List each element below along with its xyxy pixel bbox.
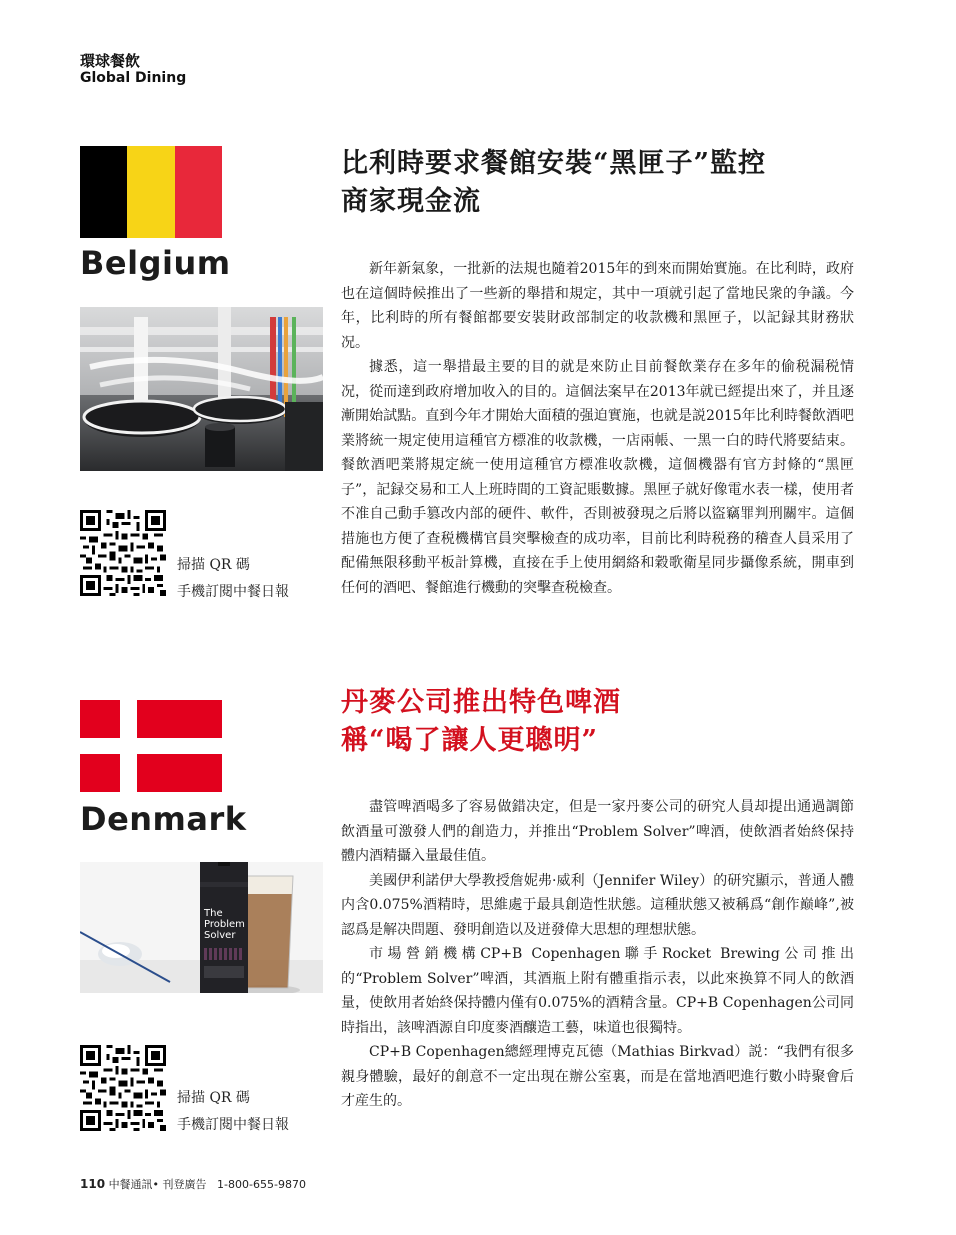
paragraph: 美國伊利諾伊大學教授詹妮弗·威利（Jennifer Wiley）的研究顯示，普通人體内含0.075%酒精時，思維處于最具創造性狀態。這種狀態又被稱爲“創作巅峰”,被認爲是解决問題、發明創造以及迸發偉大思想的理想狀態。 [341, 872, 854, 938]
paragraph: 新年新氣象，一批新的法規也隨着2015年的到來而開始實施。在比利時，政府也在這個時候推出了一些新的舉措和規定，其中一項就引起了當地民衆的争議。今年，比利時的所有餐館都要安裝財政部制定的收款機和黑匣子，以記録其財務狀况。 [341, 261, 854, 351]
publication-name: 中餐通訊• 刊登廣告 [108, 1178, 207, 1191]
bottle-label-line: The [204, 908, 223, 919]
headline-denmark [341, 684, 621, 760]
belgium-flag [80, 146, 222, 238]
headline-line: 商家現金流 [341, 186, 481, 217]
headline-line: 稱“喝了讓人更聰明” [341, 725, 599, 756]
section-title-en: Global Dining [80, 70, 187, 86]
qr-caption-line: 手機訂閱中餐日報 [177, 1117, 289, 1133]
bottle-label-line: Problem [204, 919, 245, 930]
bottle-label-line: Solver [204, 930, 236, 941]
headline-line: 比利時要求餐館安裝“黑匣子”監控 [341, 148, 767, 179]
article-body-denmark [341, 795, 854, 1114]
denmark-flag [80, 700, 222, 792]
paragraph: 盡管啤酒喝多了容易做錯决定，但是一家丹麥公司的研究人員却提出通過調節飲酒量可激發人們的創造力，并推出“Problem Solver”啤酒，使飲酒者始終保持體内酒精攝入量最佳值。 [341, 799, 854, 864]
qr-caption-line: 掃描 QR 碼 [177, 557, 250, 573]
ad-phone: 1-800-655-9870 [217, 1178, 306, 1191]
restaurant-photo [80, 307, 323, 471]
article-body-belgium [341, 257, 854, 600]
page-footer [80, 1176, 306, 1192]
qr-caption-line: 掃描 QR 碼 [177, 1090, 250, 1106]
bottle-label [204, 908, 245, 941]
bottle-weight-scale [204, 948, 242, 960]
qr-code-denmark[interactable] [80, 1045, 166, 1131]
headline-line: 丹麥公司推出特色啤酒 [341, 687, 621, 718]
page-number: 110 [80, 1177, 106, 1191]
section-title-zh: 環球餐飲 [80, 52, 141, 70]
qr-caption-belgium [177, 552, 289, 606]
paragraph: 市場營銷機構CP+B Copenhagen聯手Rocket Brewing公司推出的“Problem Solver”啤酒，其酒瓶上附有體重指示表，以此來换算不同人的飲酒量，使飲用者始終保持體内僅有0.075%的酒精含量。CP+B Copenhagen公司同時指出，該啤酒源自印度麥酒釀造工藝，味道也很獨特。 [341, 946, 854, 1036]
headline-belgium [341, 145, 766, 221]
qr-code-belgium[interactable] [80, 510, 166, 596]
qr-caption-line: 手機訂閱中餐日報 [177, 584, 289, 600]
paragraph: 據悉，這一舉措最主要的目的就是來防止目前餐飲業存在多年的偷税漏税情况，從而達到政府增加收入的目的。這個法案早在2013年就已經提出來了，并且逐漸開始試點。直到今年才開始大面積的强迫實施，也就是説2015年比利時餐飲酒吧業將統一規定使用這種官方標准的收款機，一店兩帳、一黑一白的時代將要結束。餐飲酒吧業將規定統一使用這種官方標准收款機，這個機器有官方封條的“黑匣子”，記録交易和工人上班時間的工資記賬數據。黑匣子就好像電水表一樣，使用者不准自己動手篡改内部的硬件、軟件，否則被發現之后將以盜竊罪判刑關牢。這個措施也方便了查税機構官員突擊檢查的成功率，目前比利時税務的稽查人員采用了配備無限移動平板計算機，直接在手上使用網絡和穀歌衛星同步攝像系統，開車到任何的酒吧、餐館進行機動的突擊查税檢查。 [341, 359, 854, 596]
country-label-belgium: Belgium [80, 244, 231, 282]
qr-caption-denmark [177, 1085, 289, 1139]
country-label-denmark: Denmark [80, 800, 247, 838]
beer-photo [80, 862, 323, 993]
paragraph: CP+B Copenhagen總經理博克瓦德（Mathias Birkvad）説：“我們有很多親身體驗，最好的創意不一定出現在辦公室裏，而是在當地酒吧進行數小時聚會后才産生的。 [341, 1044, 854, 1109]
